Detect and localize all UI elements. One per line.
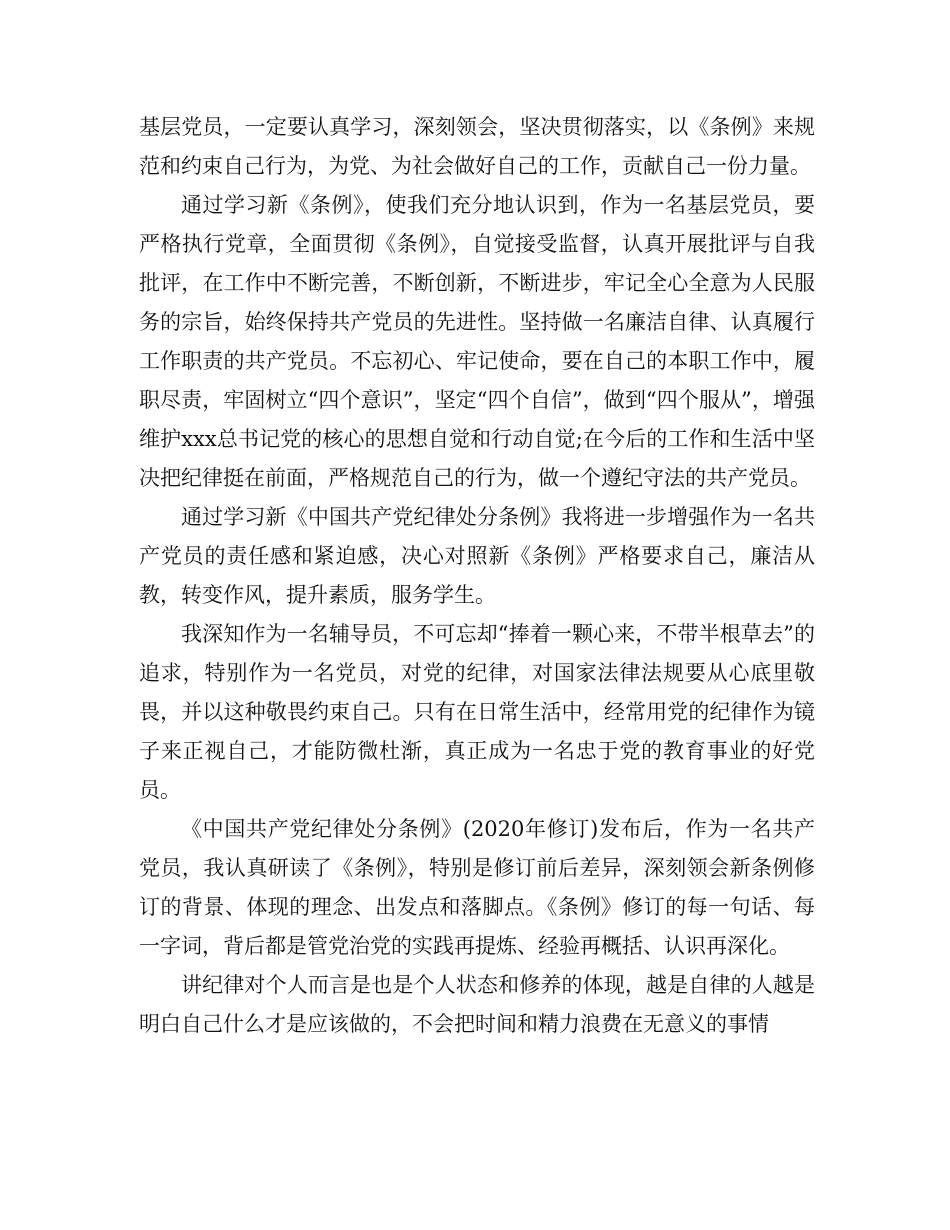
paragraph-4: 我深知作为一名辅导员，不可忘却“捧着一颗心来，不带半根草去”的追求，特别作为一名党员，对党的纪律，对国家法律法规要从心底里敬畏，并以这种敬畏约束自己。只有在日常生活中，经常用党的纪律作为镜子来正视自己，才能防微杜渐，真正成为一名忠于党的教育事业的好党员。	[139, 622, 815, 802]
paragraph-2: 通过学习新《条例》，使我们充分地认识到，作为一名基层党员，要严格执行党章，全面贯彻《条例》，自觉接受监督，认真开展批评与自我批评，在工作中不断完善，不断创新，不断进步，牢记全心全意为人民服务的宗旨，始终保持共产党员的先进性。坚持做一名廉洁自律、认真履行工作职责的共产党员。不忘初心、牢记使命，要在自己的本职工作中，履职尽责，牢固树立“四个意识”，坚定“四个自信”，做到“四个服从”，增强维护xxx总书记党的核心的思想自觉和行动自觉;在今后的工作和生活中坚决把纪律挺在前面，严格规范自己的行为，做一个遵纪守法的共产党员。	[139, 193, 815, 490]
paragraph-3: 通过学习新《中国共产党纪律处分条例》我将进一步增强作为一名共产党员的责任感和紧迫感，决心对照新《条例》严格要求自己，廉洁从教，转变作风，提升素质，服务学生。	[139, 505, 815, 607]
paragraph-5: 《中国共产党纪律处分条例》(2020年修订)发布后，作为一名共产党员，我认真研读了《条例》，特别是修订前后差异，深刻领会新条例修订的背景、体现的理念、出发点和落脚点。《条例》修订的每一句话、每一字词，背后都是管党治党的实践再提炼、经验再概括、认识再深化。	[139, 817, 815, 958]
paragraph-6: 讲纪律对个人而言是也是个人状态和修养的体现，越是自律的人越是明白自己什么才是应该做的，不会把时间和精力浪费在无意义的事情	[139, 973, 815, 1036]
document-body	[139, 108, 815, 1044]
paragraph-1: 基层党员，一定要认真学习，深刻领会，坚决贯彻落实，以《条例》来规范和约束自己行为，为党、为社会做好自己的工作，贡献自己一份力量。	[139, 115, 815, 178]
